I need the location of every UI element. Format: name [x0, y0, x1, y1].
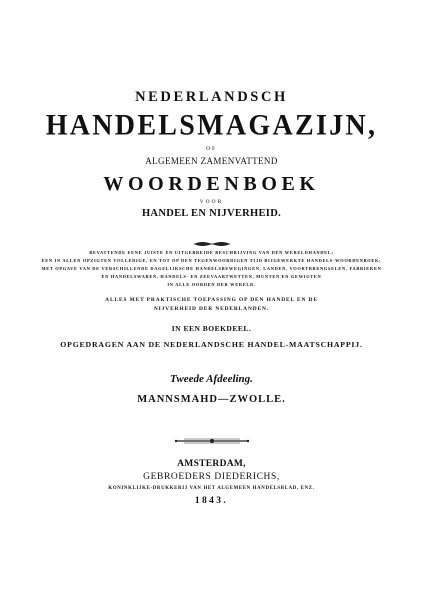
imprint-year: 1843. [194, 496, 229, 506]
volume-range: MANNSMAHD—ZWOLLE. [137, 394, 286, 405]
description-line: EN HANDELSWAREN, HANDELS- EN ZEEVAARTWETTEN, MUNTEN EN GEWIGTEN [101, 274, 322, 279]
title-woordenboek: WOORDENBOEK [103, 173, 320, 195]
description-block [0, 249, 423, 289]
title-handel-en-nijverheid: HANDEL EN NIJVERHEID. [141, 208, 282, 219]
title-handelsmagazijn: HANDELSMAGAZIJN, [45, 109, 378, 142]
title-line-nederlandsch: NEDERLANDSCH [135, 89, 288, 105]
applicability-line: ALLES MET PRAKTISCHE TOEPASSING OP DEN HANDEL EN DE [105, 297, 318, 303]
description-line: BEVATTENDE EENE JUISTE EN UITGEBREIDE BESCHRIJVING VAN DEN WERELDHANDEL; [89, 250, 334, 255]
description-line: IN ALLE OORDEN DER WERELD. [167, 282, 256, 287]
imprint-publisher: GEBROEDERS DIEDERICHS, [143, 472, 280, 482]
ornament-icon [192, 240, 232, 248]
ornament-divider-top [0, 235, 423, 243]
dedication: OPGEDRAGEN AAN DE NEDERLANDSCHE HANDEL-MAATSCHAPPIJ. [60, 340, 363, 349]
ornament-divider-bottom [0, 432, 423, 440]
description-line: EEN IN ALLEN OPZIGTEN VOLLEDIGE, EN TOT OP DEN TEGENWOORDIGEN TIJD BIJGEWERKTE HANDELS-WOORDENBOEK; [41, 258, 382, 263]
applicability-block [0, 296, 423, 314]
title-of: OF [205, 146, 218, 152]
volume-note: IN EEN BOEKDEEL. [171, 324, 252, 333]
description-line: MET OPGAVE VAN DE VERSCHILLENDE DAGELIJKSCHE HANDELSBEWEGINGEN, LANDEN, VOORTBRENGSELEN, FABRIEKEN [41, 266, 382, 271]
imprint-place: AMSTERDAM, [177, 459, 246, 469]
ornament-icon [172, 437, 252, 445]
applicability-line: NIJVERHEID DER NEDERLANDEN. [153, 306, 270, 312]
part-label: Tweede Afdeeling. [170, 373, 253, 385]
title-voor: VOOR [199, 199, 224, 205]
imprint-printer: KONINKLIJKE-DRUKKERIJ VAN HET ALGEMEEN HANDELSBLAD, ENZ. [108, 486, 315, 491]
title-algemeen-zamenvattend: ALGEMEEN ZAMENVATTEND [145, 156, 278, 166]
